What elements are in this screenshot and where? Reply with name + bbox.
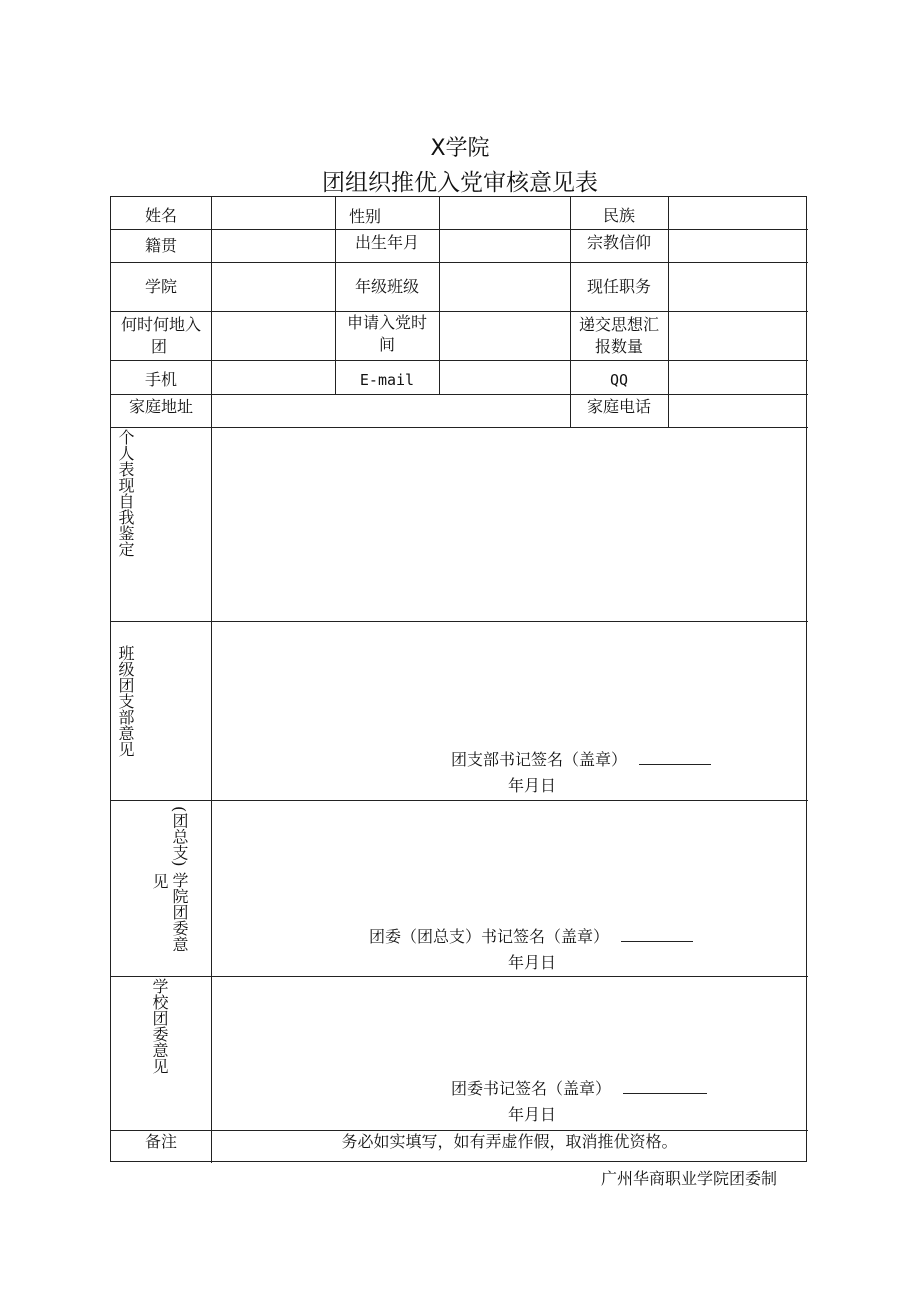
label-college: 学院 [144, 277, 177, 296]
label-mobile: 手机 [144, 370, 177, 389]
branch-signature-blank[interactable] [639, 750, 711, 765]
label-college-committee-col3: 见 [150, 873, 169, 889]
school-signature-line [451, 1078, 707, 1100]
school-date: 年月日 [508, 1105, 557, 1124]
label-religion: 宗教信仰 [586, 233, 651, 252]
branch-date: 年月日 [508, 776, 557, 795]
form-table [110, 196, 807, 1162]
college-committee-opinion-field[interactable] [217, 807, 803, 917]
issuer-footer: 广州华商职业学院团委制 [600, 1169, 777, 1188]
label-reports-line1: 递交思想汇 [578, 315, 659, 334]
branch-signature-label: 团支部书记签名（盖章） [451, 750, 628, 769]
label-reports [570, 314, 668, 358]
school-signature-label: 团委书记签名（盖章） [451, 1079, 612, 1098]
label-school-committee: 学校团委意见 [150, 978, 169, 1074]
college-title: X学院 [430, 136, 490, 161]
label-qq: QQ [609, 371, 629, 389]
label-current-position: 现任职务 [586, 277, 651, 296]
remarks-text: 务必如实填写，如有弄虚作假，取消推优资格。 [341, 1132, 678, 1151]
self-assessment-field[interactable] [217, 433, 803, 617]
school-signature-blank[interactable] [623, 1079, 707, 1094]
label-native-place: 籍贯 [144, 236, 177, 255]
label-reports-line2: 报数量 [594, 337, 643, 356]
branch-signature-line [451, 749, 711, 771]
label-grade-class: 年级班级 [354, 277, 419, 296]
college-signature-blank[interactable] [621, 927, 693, 942]
label-party-apply-line1: 申请入党时 [346, 313, 427, 332]
label-birth-date: 出生年月 [354, 233, 419, 252]
branch-opinion-field[interactable] [217, 627, 803, 737]
label-name: 姓名 [144, 206, 177, 225]
label-party-apply-line2: 间 [378, 335, 395, 354]
label-join-league-line1: 何时何地入 [120, 315, 201, 334]
label-join-league [111, 314, 211, 358]
label-branch-opinion: 班级团支部意见 [116, 645, 135, 757]
label-remarks: 备注 [144, 1132, 177, 1151]
label-home-address: 家庭地址 [128, 397, 193, 416]
college-signature-label: 团委（团总支）书记签名（盖章） [369, 927, 610, 946]
label-college-committee-col2: 学院团委意 [170, 872, 189, 952]
college-date: 年月日 [508, 953, 557, 972]
form-title: 团组织推优入党审核意见表 [322, 170, 598, 196]
label-gender: 性别 [349, 207, 382, 226]
label-college-committee-col1: (团总支) [170, 806, 189, 867]
label-ethnicity: 民族 [602, 206, 635, 225]
label-email: E-mail [359, 371, 415, 389]
label-party-apply [335, 312, 439, 356]
label-join-league-line2: 团 [151, 337, 168, 356]
label-self-assessment: 个人表现自我鉴定 [116, 429, 135, 557]
label-home-phone: 家庭电话 [586, 397, 651, 416]
school-committee-opinion-field[interactable] [217, 983, 803, 1067]
college-signature-line [369, 926, 693, 948]
